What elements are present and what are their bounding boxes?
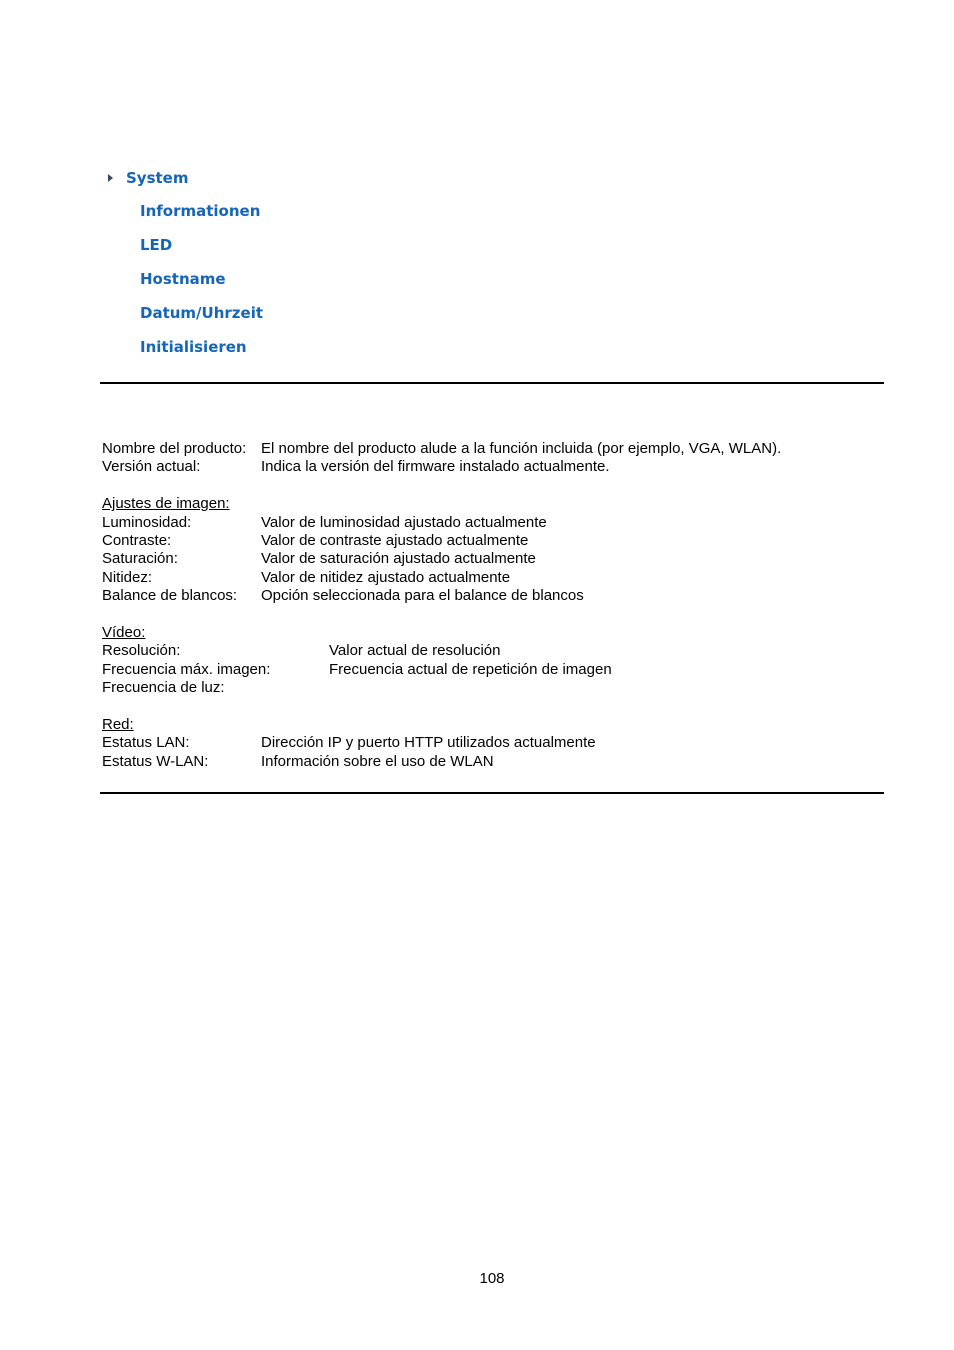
info-value: Indica la versión del firmware instalado actualmente. (261, 458, 610, 476)
top-divider (100, 382, 884, 384)
menu-item-initialisieren[interactable]: Initialisieren (140, 338, 247, 356)
info-row (102, 440, 882, 458)
image-row (102, 514, 882, 532)
triangle-right-icon (108, 174, 113, 182)
video-label: Frecuencia máx. imagen: (102, 660, 271, 678)
video-row (102, 661, 882, 679)
image-value: Valor de nitidez ajustado actualmente (261, 568, 511, 586)
network-label: Estatus LAN: (102, 734, 190, 752)
image-row (102, 532, 882, 550)
image-row (102, 569, 882, 587)
image-label: Balance de blancos: (102, 587, 238, 605)
menu-item-led[interactable]: LED (140, 236, 173, 254)
image-settings-heading: Ajustes de imagen: (102, 495, 230, 513)
menu-item-datum-uhrzeit[interactable]: Datum/Uhrzeit (140, 304, 264, 322)
video-value: Frecuencia actual de repetición de imagen (329, 660, 612, 678)
network-label: Estatus W-LAN: (102, 752, 209, 770)
page-number: 108 (479, 1270, 505, 1287)
network-row (102, 753, 882, 771)
bottom-divider (100, 792, 884, 794)
video-row (102, 642, 882, 660)
video-value: Valor actual de resolución (329, 642, 501, 660)
image-label: Luminosidad: (102, 513, 192, 531)
network-value: Dirección IP y puerto HTTP utilizados actualmente (261, 734, 596, 752)
info-label: Versión actual: (102, 458, 201, 476)
menu-item-informationen[interactable]: Informationen (140, 202, 261, 220)
video-label: Resolución: (102, 642, 181, 660)
info-label: Nombre del producto: (102, 440, 247, 457)
image-row (102, 587, 882, 605)
image-value: Opción seleccionada para el balance de blancos (261, 587, 584, 605)
network-row (102, 734, 882, 752)
info-value: El nombre del producto alude a la función incluida (por ejemplo, VGA, WLAN). (261, 440, 782, 457)
menu-item-system[interactable] (108, 169, 188, 187)
menu-item-system-label: System (126, 169, 189, 187)
image-label: Nitidez: (102, 568, 153, 586)
network-heading: Red: (102, 716, 134, 734)
image-value: Valor de luminosidad ajustado actualmente (261, 513, 547, 531)
video-heading: Vídeo: (102, 624, 146, 642)
image-value: Valor de contraste ajustado actualmente (261, 532, 529, 550)
image-label: Contraste: (102, 532, 172, 550)
video-row (102, 679, 882, 697)
image-label: Saturación: (102, 550, 178, 568)
description-block (102, 440, 882, 771)
network-value: Información sobre el uso de WLAN (261, 752, 494, 770)
image-row (102, 550, 882, 568)
info-row (102, 458, 882, 476)
video-label: Frecuencia de luz: (102, 679, 225, 697)
image-value: Valor de saturación ajustado actualmente (261, 550, 536, 568)
menu-item-hostname[interactable]: Hostname (140, 270, 226, 288)
